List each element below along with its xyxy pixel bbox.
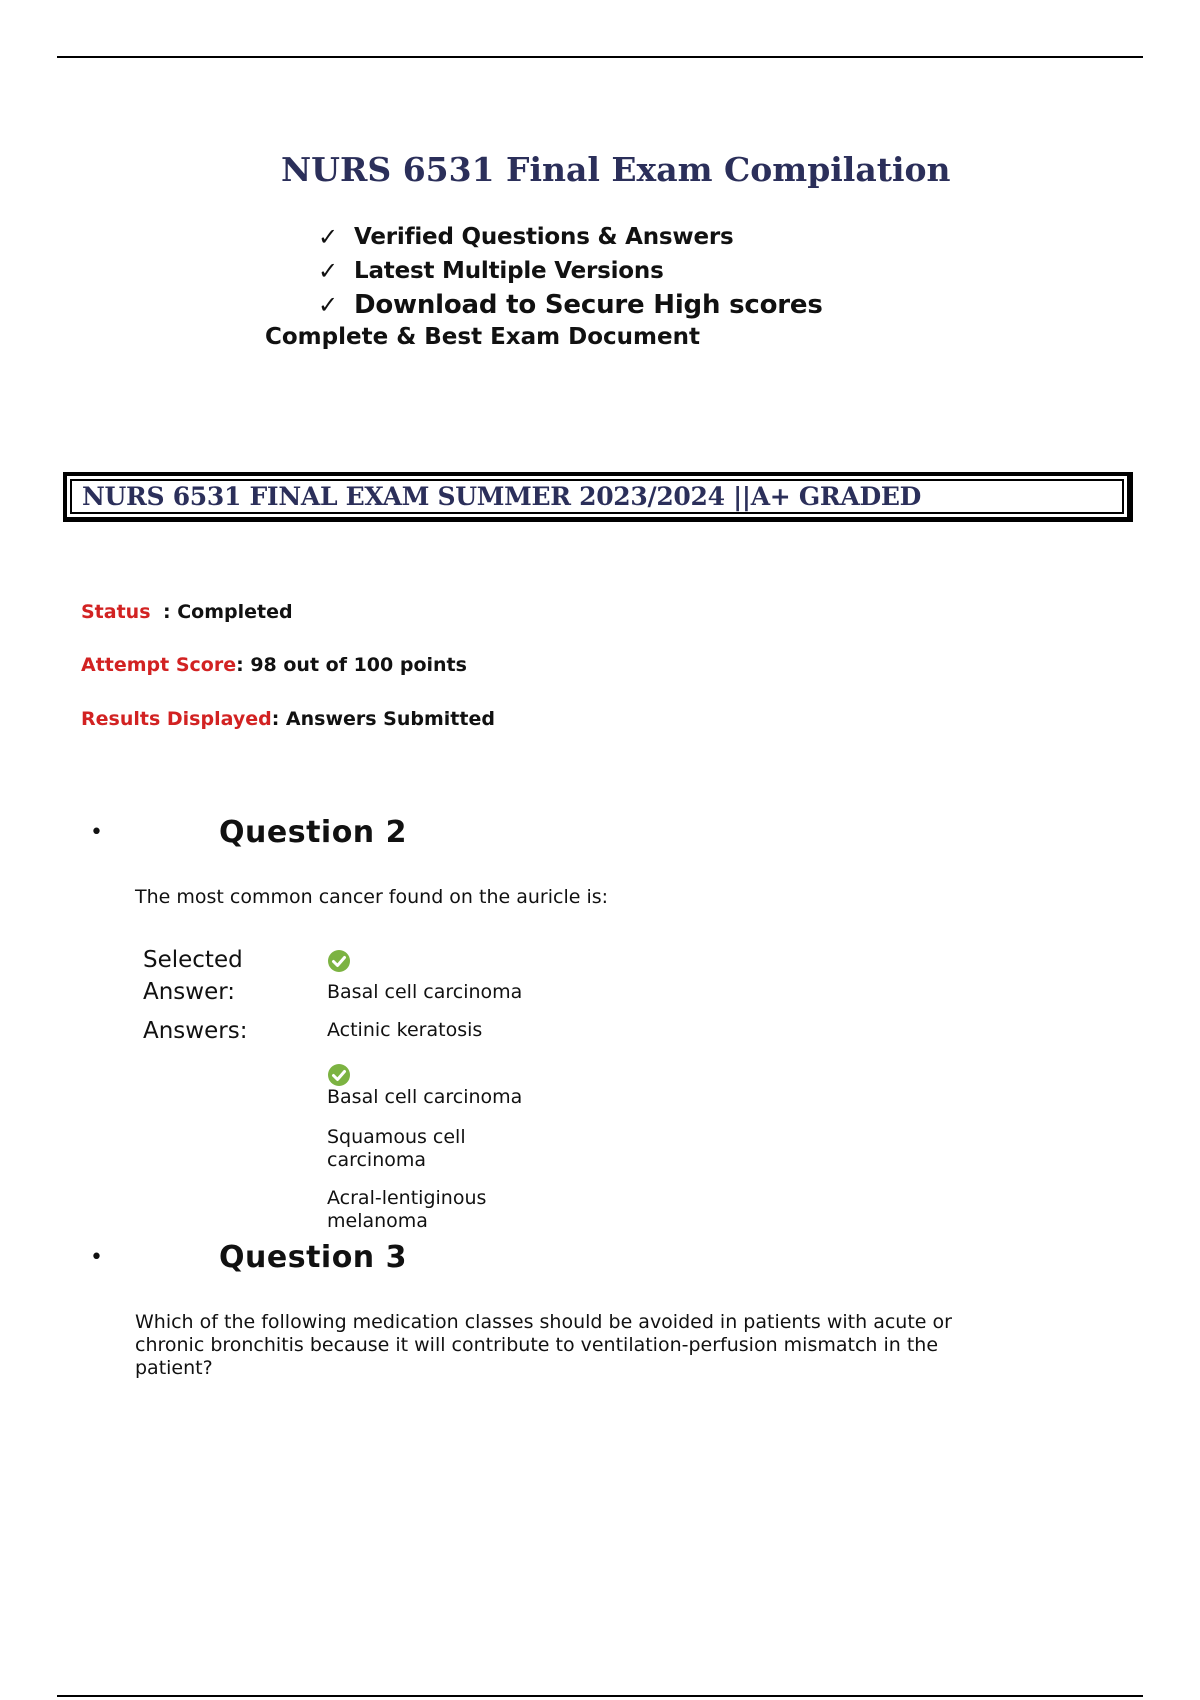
exam-banner-inner (70, 479, 1124, 514)
status-row (81, 601, 293, 623)
question-title: Question 3 (219, 1240, 407, 1275)
bullet-icon: • (90, 1245, 103, 1270)
status-value: : Completed (163, 601, 293, 623)
attempt-score-label: Attempt Score (81, 654, 237, 676)
question-text: Which of the following medication classes should be avoided in patients with acute or chronic bronchitis because it will contribute to ventilation-perfusion mismatch in the patient? (135, 1311, 952, 1379)
attempt-score-row (81, 654, 467, 676)
feature-label: Verified Questions & Answers (354, 224, 734, 250)
selected-answer-label: Selected Answer: (143, 947, 243, 1005)
bottom-rule (57, 1695, 1143, 1697)
results-displayed-label: Results Displayed (81, 708, 272, 730)
check-mark-icon: ✓ (318, 223, 339, 251)
results-displayed-row (81, 708, 495, 730)
results-displayed-value: : Answers Submitted (271, 708, 495, 730)
attempt-score-value: : 98 out of 100 points (236, 654, 467, 676)
exam-banner (63, 472, 1133, 522)
answer-option: Squamous cell carcinoma (327, 1126, 466, 1171)
feature-label: Download to Secure High scores (354, 290, 823, 320)
question-title: Question 2 (219, 815, 407, 850)
document-title: NURS 6531 Final Exam Compilation (281, 150, 951, 189)
status-label: Status (81, 601, 151, 623)
check-circle-icon (327, 949, 351, 973)
answer-option: Acral-lentiginous melanoma (327, 1187, 487, 1232)
feature-item (318, 220, 823, 254)
question-heading (90, 1240, 407, 1275)
answer-option-correct: Basal cell carcinoma (327, 1086, 523, 1108)
feature-item (318, 288, 823, 322)
feature-list (318, 220, 823, 322)
document-subtitle: Complete & Best Exam Document (265, 324, 700, 350)
top-rule (57, 56, 1143, 58)
question-heading (90, 815, 407, 850)
bullet-icon: • (90, 820, 103, 845)
check-circle-icon (327, 1063, 351, 1087)
answer-option: Actinic keratosis (327, 1019, 483, 1041)
check-mark-icon: ✓ (318, 291, 339, 319)
check-mark-icon: ✓ (318, 257, 339, 285)
exam-banner-text: NURS 6531 FINAL EXAM SUMMER 2023/2024 ||A+ GRADED (82, 482, 921, 511)
answers-label: Answers: (143, 1018, 248, 1044)
selected-answer: Basal cell carcinoma (327, 981, 523, 1003)
feature-label: Latest Multiple Versions (354, 258, 664, 284)
question-text: The most common cancer found on the auricle is: (135, 886, 609, 908)
feature-item (318, 254, 823, 288)
